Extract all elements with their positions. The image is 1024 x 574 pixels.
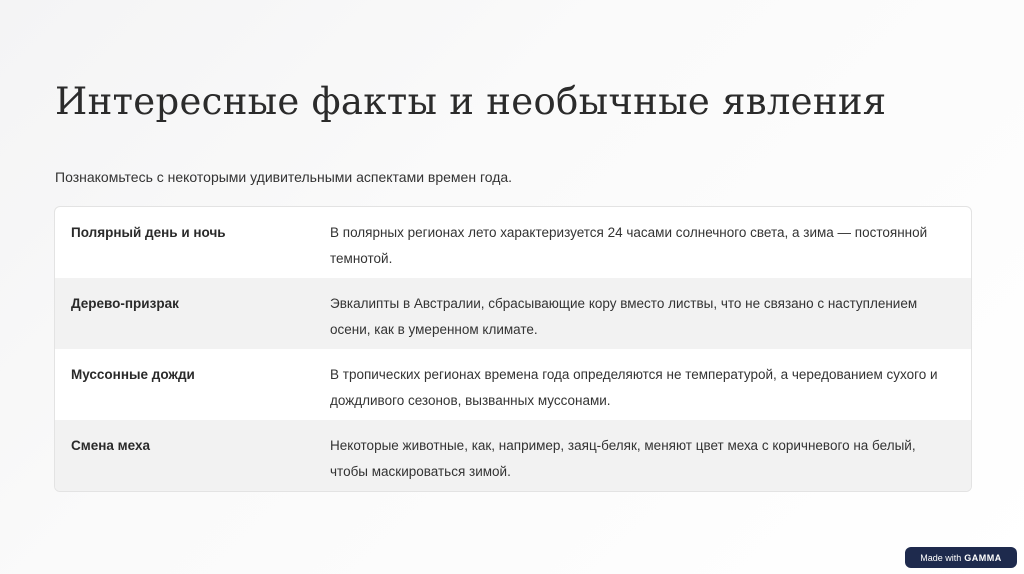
badge-prefix: Made with: [920, 552, 962, 563]
table-row: [55, 420, 971, 491]
slide-subtitle: Познакомьтесь с некоторыми удивительными аспектами времен года.: [55, 169, 513, 185]
badge-brand: GAMMA: [964, 552, 1002, 563]
fact-description: Некоторые животные, как, например, заяц-беляк, меняют цвет меха с коричневого на белый, чтобы маскироваться зимой.: [330, 438, 916, 479]
facts-table: [54, 206, 972, 492]
fact-term: Муссонные дожди: [71, 367, 195, 382]
fact-description: В полярных регионах лето характеризуется 24 часами солнечного света, а зима — постоянной темнотой.: [330, 225, 928, 266]
fact-term: Смена меха: [71, 438, 150, 453]
fact-term: Дерево-призрак: [71, 296, 179, 311]
table-row: [55, 207, 971, 278]
slide-title: Интересные факты и необычные явления: [55, 80, 887, 123]
fact-description: В тропических регионах времена года определяются не температурой, а чередованием сухого и дождливого сезонов, вызванных муссонами.: [330, 367, 938, 408]
fact-term: Полярный день и ночь: [71, 225, 226, 240]
fact-description: Эвкалипты в Австралии, сбрасывающие кору вместо листвы, что не связано с наступлением осени, как в умеренном климате.: [330, 296, 918, 337]
table-row: [55, 278, 971, 349]
table-row: [55, 349, 971, 420]
made-with-gamma-badge[interactable]: [905, 547, 1017, 568]
